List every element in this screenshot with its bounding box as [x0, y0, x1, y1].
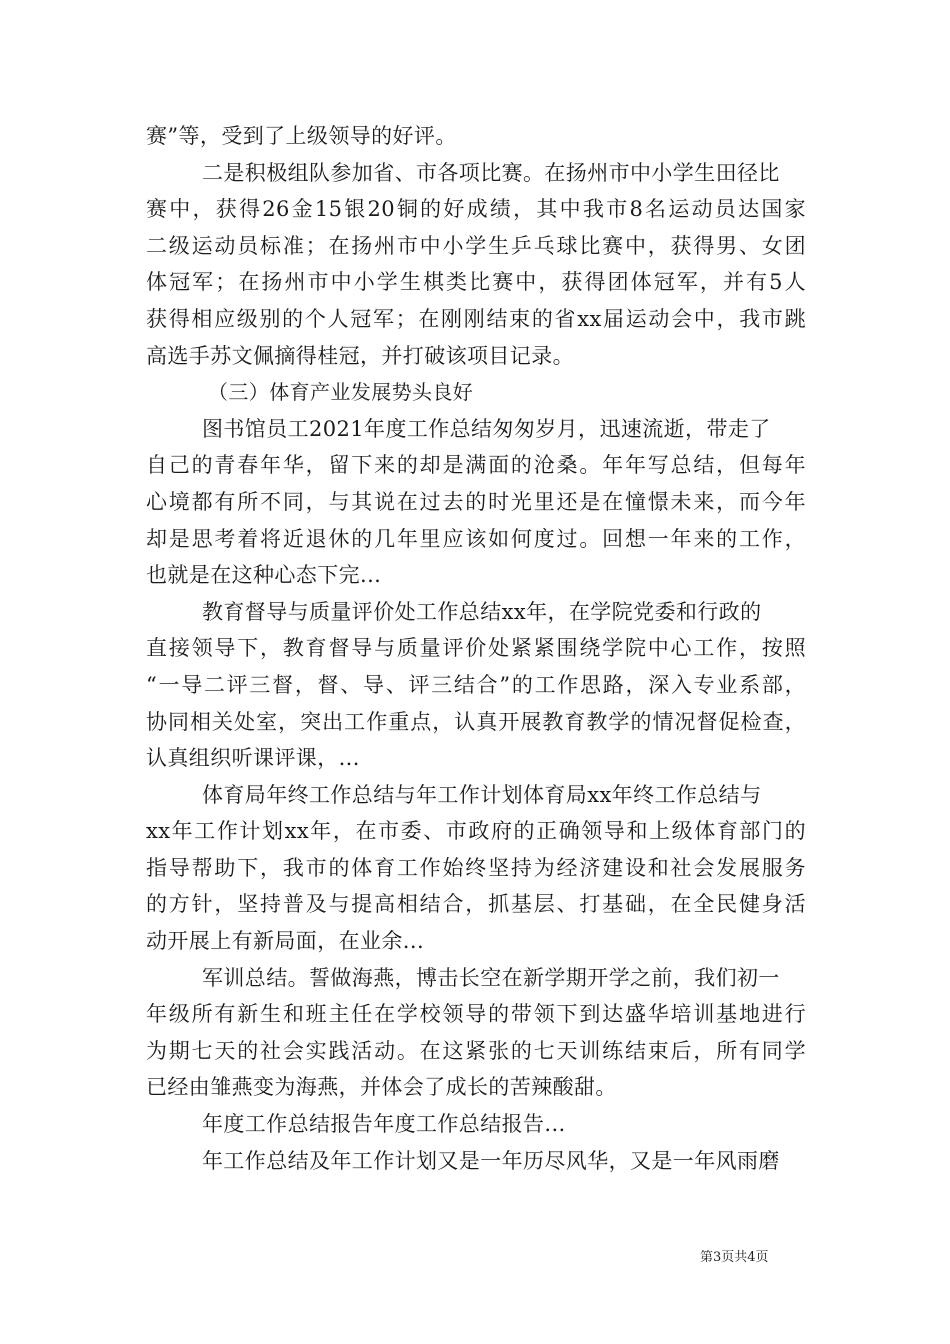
text-line: 却是思考着将近退休的几年里应该如何度过。回想一年来的工作，	[146, 526, 806, 551]
text-line: 指导帮助下，我市的体育工作始终坚持为经济建设和社会发展服务	[146, 855, 806, 880]
text-line: 赛”等，受到了上级领导的好评。	[146, 124, 457, 148]
text-line: 军训总结。誓做海燕，博击长空在新学期开学之前，我们初一	[202, 965, 780, 990]
page-number: 第3页共4页	[700, 1250, 769, 1265]
text-line: 动开展上有新局面，在业余...	[146, 929, 425, 954]
text-line: 年工作总结及年工作计划又是一年历尽风华，又是一年风雨磨	[202, 1148, 780, 1173]
text-line: 获得相应级别的个人冠军；在刚刚结束的省xx届运动会中，我市跳	[146, 306, 806, 331]
text-line: 图书馆员工2021年度工作总结匆匆岁月，迅速流逝，带走了	[202, 416, 771, 441]
text-line: 也就是在这种心态下完...	[146, 563, 382, 588]
text-line: 体育局年终工作总结与年工作计划体育局xx年终工作总结与	[202, 782, 762, 807]
text-line: 自己的青春年华，留下来的却是满面的沧桑。年年写总结，但每年	[146, 453, 806, 478]
text-line: 已经由雏燕变为海燕，并体会了成长的苦辣酸甜。	[146, 1075, 617, 1100]
text-line: 教育督导与质量评价处工作总结xx年，在学院党委和行政的	[202, 599, 762, 624]
text-line: xx年工作计划xx年，在市委、市政府的正确领导和上级体育部门的	[146, 819, 806, 844]
text-line: 高选手苏文佩摘得桂冠，并打破该项目记录。	[146, 343, 574, 368]
section-heading: （三）体育产业发展势头良好	[208, 380, 474, 405]
text-line: 直接领导下，教育督导与质量评价处紧紧围绕学院中心工作，按照	[146, 636, 806, 661]
document-body	[146, 118, 806, 1179]
text-line: 协同相关处室，突出工作重点，认真开展教育教学的情况督促检查，	[146, 709, 806, 734]
text-line: “一导二评三督，督、导、评三结合”的工作思路，深入专业系部，	[146, 672, 806, 697]
text-line: 体冠军；在扬州市中小学生棋类比赛中，获得团体冠军，并有5人	[146, 270, 806, 295]
text-line: 的方针，坚持普及与提高相结合，抓基层、打基础，在全民健身活	[146, 892, 806, 917]
text-line: 二级运动员标准；在扬州市中小学生乒乓球比赛中，获得男、女团	[146, 233, 806, 258]
text-line: 心境都有所不同，与其说在过去的时光里还是在憧憬未来，而今年	[146, 489, 806, 514]
text-line: 认真组织听课评课，...	[146, 746, 360, 771]
text-line: 为期七天的社会实践活动。在这紧张的七天训练结束后，所有同学	[146, 1038, 806, 1063]
text-line: 年度工作总结报告年度工作总结报告...	[202, 1112, 566, 1137]
text-line: 二是积极组队参加省、市各项比赛。在扬州市中小学生田径比	[202, 160, 780, 185]
text-line: 赛中，获得26金15银20铜的好成绩，其中我市8名运动员达国家	[146, 197, 806, 222]
text-line: 年级所有新生和班主任在学校领导的带领下到达盛华培训基地进行	[146, 1002, 806, 1027]
